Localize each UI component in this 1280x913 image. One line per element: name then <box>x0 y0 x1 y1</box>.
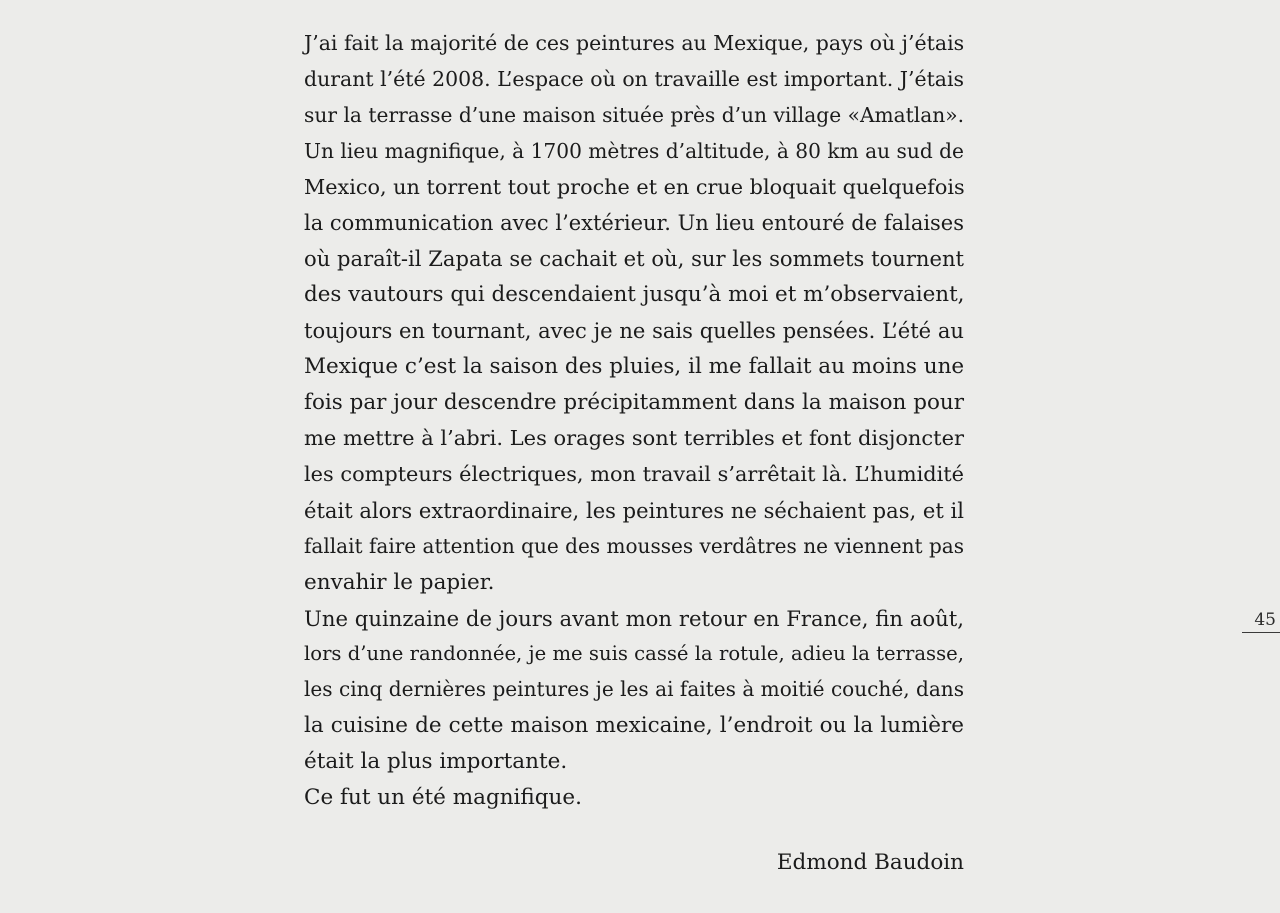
text-line: la cuisine de cette maison mexicaine, l’endroit ou la lumière <box>304 713 964 739</box>
text-line: les cinq dernières peintures je les ai faites à moitié couché, dans <box>304 677 964 702</box>
page-number: 45 <box>1254 610 1276 630</box>
text-line: Mexique c’est la saison des pluies, il me fallait au moins une <box>304 354 965 380</box>
text-line: était alors extraordinaire, les peintures ne séchaient pas, et il <box>304 497 964 523</box>
text-line: toujours en tournant, avec je ne sais quelles pensées. L’été au <box>304 318 964 344</box>
body-text <box>304 26 964 816</box>
page-number-rule <box>1242 632 1280 633</box>
text-line: lors d’une randonnée, je me suis cassé la rotule, adieu la terrasse, <box>304 642 964 666</box>
text-line: Mexico, un torrent tout proche et en crue bloquait quelquefois <box>304 174 965 199</box>
text-line: fallait faire attention que des mousses verdâtres ne viennent pas <box>304 533 964 558</box>
text-line: durant l’été 2008. L’espace où on travaille est important. J’étais <box>304 66 964 91</box>
text-line: Un lieu magnifique, à 1700 mètres d’altitude, à 80 km au sud de <box>304 138 964 163</box>
text-line: des vautours qui descendaient jusqu’à moi et m’observaient, <box>304 282 965 308</box>
text-line: les compteurs électriques, mon travail s’arrêtait là. L’humidité <box>304 461 964 486</box>
text-line: Une quinzaine de jours avant mon retour en France, fin août, <box>304 605 964 631</box>
text-line: sur la terrasse d’une maison située près d’un village «Amatlan». <box>304 102 964 127</box>
text-line: J’ai fait la majorité de ces peintures au Mexique, pays où j’étais <box>304 31 965 55</box>
text-line: était la plus importante. <box>304 749 568 775</box>
text-line: envahir le papier. <box>304 569 495 595</box>
text-line: fois par jour descendre précipitamment dans la maison pour <box>304 390 964 416</box>
text-line: Ce fut un été magnifique. <box>304 785 582 811</box>
text-line: où paraît-il Zapata se cachait et où, sur les sommets tournent <box>304 246 964 272</box>
author-signature: Edmond Baudoin <box>776 850 964 875</box>
text-line: me mettre à l’abri. Les orages sont terribles et font disjoncter <box>304 425 964 450</box>
text-line: la communication avec l’extérieur. Un lieu entouré de falaises <box>304 210 964 235</box>
